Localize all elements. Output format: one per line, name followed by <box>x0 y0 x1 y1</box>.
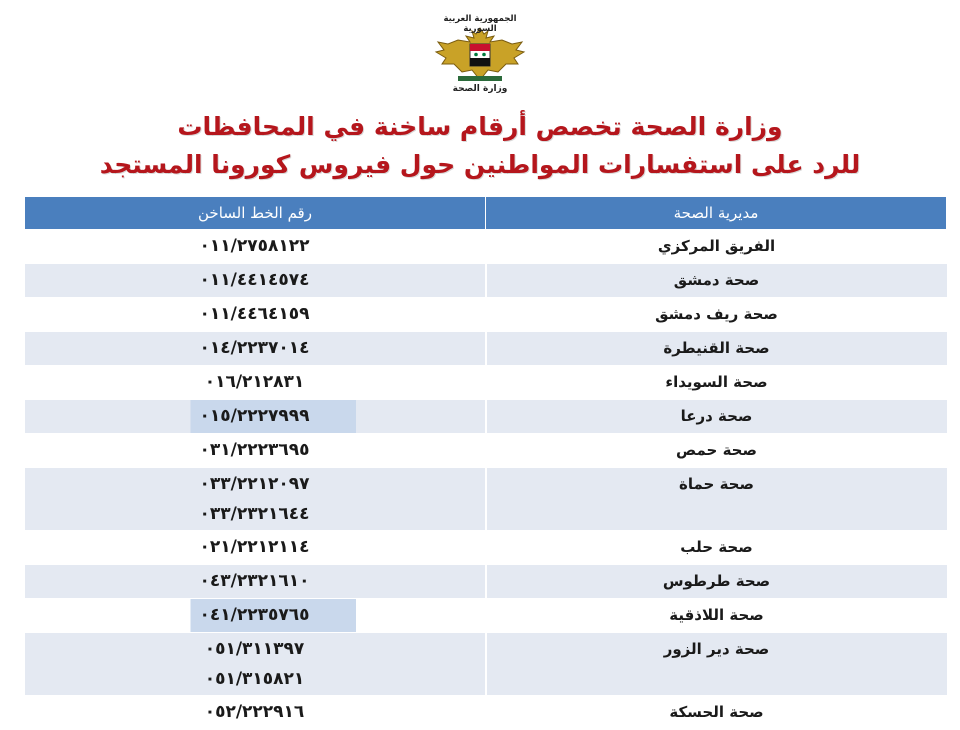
hotline-number-secondary: ٠٥١/٣١٥٨٢١ <box>204 669 305 689</box>
hotline-number: ٠٤٣/٢٣٢١٦١٠ <box>199 571 310 591</box>
table-row <box>25 633 947 696</box>
table-row <box>25 264 947 298</box>
directorate-name: صحة الحسكة <box>669 703 764 721</box>
emblem-top-text: الجمهورية العربية السورية <box>443 14 517 34</box>
hotline-number: ٠٢١/٢٢١٢١١٤ <box>199 537 310 557</box>
hotline-number: ٠١١/٢٧٥٨١٢٢ <box>199 236 310 256</box>
hotline-number: ٠٣١/٢٢٢٣٦٩٥ <box>199 440 310 460</box>
directorate-name: صحة القنيطرة <box>663 339 770 357</box>
column-header-hotline: رقم الخط الساخن <box>25 197 486 230</box>
directorate-name: صحة درعا <box>680 407 753 425</box>
directorate-name: صحة حمص <box>676 441 757 459</box>
headline-line-2: للرد على استفسارات المواطنين حول فيروس كورونا المستجد <box>99 150 861 179</box>
column-header-directorate: مديرية الصحة <box>486 197 947 230</box>
table-row <box>25 332 947 366</box>
table-row <box>25 468 947 531</box>
emblem-bottom-text: وزارة الصحة <box>452 84 508 94</box>
table-row <box>25 366 947 400</box>
hotline-table <box>24 196 947 730</box>
hotline-number: ٠٣٣/٢٢١٢٠٩٧ <box>199 474 310 494</box>
directorate-name: صحة حماة <box>679 475 754 493</box>
directorate-name: صحة دير الزور <box>663 640 770 658</box>
table-header-row <box>25 197 947 230</box>
hotline-number: ٠٥٢/٢٢٢٩١٦ <box>204 702 305 722</box>
directorate-name: صحة السويداء <box>665 373 768 391</box>
directorate-name: صحة اللاذقية <box>669 606 764 624</box>
table-row <box>25 298 947 332</box>
table-row <box>25 531 947 565</box>
hotline-number: ٠١١/٤٤١٤٥٧٤ <box>199 270 310 290</box>
hotline-number: ٠١٥/٢٢٢٧٩٩٩ <box>25 400 485 433</box>
ministry-emblem <box>428 14 532 100</box>
hotline-number: ٠١١/٤٤٦٤١٥٩ <box>199 304 310 324</box>
table-row <box>25 565 947 599</box>
directorate-name: صحة طرطوس <box>662 572 771 590</box>
table-row <box>25 434 947 468</box>
directorate-name: صحة حلب <box>680 538 753 556</box>
headline-line-1: وزارة الصحة تخصص أرقام ساخنة في المحافظات <box>177 112 783 141</box>
table-row <box>25 400 947 434</box>
table-row <box>25 230 947 264</box>
directorate-name: صحة ريف دمشق <box>655 305 778 323</box>
hotline-number-secondary: ٠٣٣/٢٣٢١٦٤٤ <box>199 504 310 524</box>
table-row <box>25 696 947 730</box>
hotline-number: ٠٤١/٢٢٣٥٧٦٥ <box>25 599 485 632</box>
hotline-number: ٠٥١/٣١١٣٩٧ <box>204 639 305 659</box>
hotline-number: ٠١٤/٢٢٣٧٠١٤ <box>199 338 310 358</box>
hotline-number: ٠١٦/٢١٢٨٣١ <box>204 372 305 392</box>
directorate-name: صحة دمشق <box>673 271 760 289</box>
table-row <box>25 599 947 633</box>
directorate-name: الفريق المركزي <box>657 237 776 255</box>
